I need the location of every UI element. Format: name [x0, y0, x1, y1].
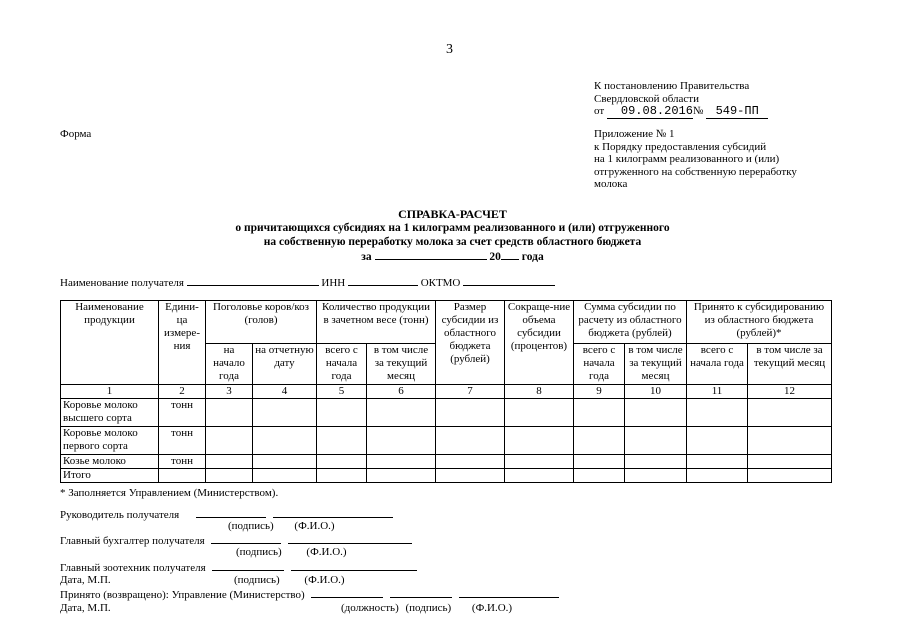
table-cell[interactable]: [748, 469, 832, 483]
period-blank[interactable]: [375, 259, 487, 260]
accepted-signature-field[interactable]: [390, 597, 452, 598]
table-cell[interactable]: [505, 455, 574, 469]
header-unit: Едини-ца измере-ния: [159, 301, 206, 385]
table-cell[interactable]: [687, 455, 748, 469]
table-cell[interactable]: [574, 399, 625, 427]
decree-date-line: [594, 105, 768, 119]
date-mp-2: Дата, М.П.: [60, 602, 111, 614]
year-blank[interactable]: [501, 259, 519, 260]
name-hint: (Ф.И.О.): [306, 546, 347, 558]
table-cell[interactable]: [687, 427, 748, 455]
document-title: СПРАВКА-РАСЧЕТ: [398, 207, 507, 221]
column-number: 5: [317, 385, 367, 399]
accountant-signature-field[interactable]: [211, 543, 281, 544]
header-sum: Сумма субсидии по расчету из областного бюджета (рублей): [574, 301, 687, 344]
table-cell[interactable]: [505, 469, 574, 483]
column-number: 10: [625, 385, 687, 399]
row-product-name: Козье молоко: [61, 455, 159, 469]
row-product-name: Коровье молоко первого сорта: [61, 427, 159, 455]
annex-line-1: Приложение № 1: [594, 128, 675, 140]
document-subtitle-1: о причитающихся субсидиях на 1 килограмм реализованного и (или) отгруженного: [235, 222, 670, 234]
zootech-label: Главный зоотехник получателя: [60, 562, 206, 574]
table-cell[interactable]: [574, 427, 625, 455]
header-quantity: Количество продукции в зачетном весе (тонн): [317, 301, 436, 344]
table-cell[interactable]: [748, 427, 832, 455]
column-number: 7: [436, 385, 505, 399]
header-qty-total: всего с начала года: [317, 344, 367, 385]
table-cell[interactable]: [505, 399, 574, 427]
oktmo-label: ОКТМО: [420, 277, 461, 289]
name-hint: (Ф.И.О.): [294, 520, 335, 532]
column-number: 4: [253, 385, 317, 399]
table-cell[interactable]: [687, 469, 748, 483]
head-label: Руководитель получателя: [60, 509, 180, 521]
header-acc-month: в том числе за текущий месяц: [748, 344, 832, 385]
period-prefix: за: [361, 251, 372, 263]
head-signature: [60, 508, 393, 522]
signature-hint: (подпись): [236, 546, 282, 558]
table-cell[interactable]: [625, 399, 687, 427]
accepted-label: Принято (возвращено): Управление (Министерство): [60, 589, 305, 601]
table-cell[interactable]: [253, 399, 317, 427]
table-cell[interactable]: [206, 455, 253, 469]
table-cell[interactable]: [317, 455, 367, 469]
date-mp-1: Дата, М.П.: [60, 574, 111, 586]
column-number: 11: [687, 385, 748, 399]
form-label: Форма: [60, 128, 92, 140]
name-hint: (Ф.И.О.): [471, 602, 513, 614]
annex-line-3: на 1 килограмм реализованного и (или): [594, 153, 780, 165]
table-cell[interactable]: [367, 469, 436, 483]
footnote: * Заполняется Управлением (Министерством).: [60, 487, 279, 499]
accepted-line: [60, 588, 559, 602]
calculation-table: [60, 300, 832, 483]
row-total-label: Итого: [61, 469, 159, 483]
header-product: Наименование продукции: [61, 301, 159, 385]
from-label: от: [594, 105, 605, 117]
table-cell[interactable]: [574, 469, 625, 483]
decree-date: 09.08.2016: [607, 105, 693, 119]
annex-line-2: к Порядку предоставления субсидий: [594, 140, 767, 153]
table-cell[interactable]: [436, 399, 505, 427]
column-numbers-row: [61, 385, 832, 399]
table-cell[interactable]: [206, 427, 253, 455]
recipient-line: [60, 277, 555, 289]
accountant-name-field[interactable]: [288, 543, 412, 544]
header-sum-month: в том числе за текущий месяц: [625, 344, 687, 385]
inn-field[interactable]: [348, 285, 418, 286]
row-unit: тонн: [159, 399, 206, 427]
period-year: 20: [489, 251, 501, 263]
column-number: 1: [61, 385, 159, 399]
header-rate: Размер субсидии из областного бюджета (рублей): [436, 301, 505, 385]
head-signature-field[interactable]: [196, 517, 266, 518]
header-reduction: Сокраще-ние объема субсидии (процентов): [505, 301, 574, 385]
inn-label: ИНН: [321, 277, 346, 289]
table-cell[interactable]: [253, 469, 317, 483]
header-livestock-date: на отчетную дату: [253, 344, 317, 385]
annex-line-5: молока: [594, 178, 628, 190]
zootech-signature-field[interactable]: [212, 570, 284, 571]
header-acc-total: всего с начала года: [687, 344, 748, 385]
zootech-name-field[interactable]: [291, 570, 417, 571]
decree-reference: [594, 80, 768, 119]
header-accepted: Принято к субсидированию из областного бюджета (рублей)*: [687, 301, 832, 344]
table-cell[interactable]: [625, 469, 687, 483]
annex-line-4: отгруженного на собственную переработку: [594, 165, 797, 178]
row-unit: тонн: [159, 455, 206, 469]
table-cell[interactable]: [748, 399, 832, 427]
table-cell[interactable]: [317, 469, 367, 483]
table-cell[interactable]: [505, 427, 574, 455]
head-hints: [228, 519, 335, 533]
table-cell[interactable]: [367, 399, 436, 427]
column-number: 2: [159, 385, 206, 399]
page-number: 3: [446, 42, 453, 57]
table-row: [61, 455, 832, 469]
table-cell[interactable]: [748, 455, 832, 469]
column-number: 6: [367, 385, 436, 399]
zootech-hints: [234, 573, 345, 587]
table-cell[interactable]: [317, 427, 367, 455]
table-cell[interactable]: [206, 399, 253, 427]
table-row-total: [61, 469, 832, 483]
accepted-name-field[interactable]: [459, 597, 559, 598]
recipient-name-label: Наименование получателя: [60, 277, 184, 289]
table-cell[interactable]: [367, 427, 436, 455]
accepted-hints: [341, 601, 512, 615]
header-qty-month: в том числе за текущий месяц: [367, 344, 436, 385]
header-sum-total: всего с начала года: [574, 344, 625, 385]
document-subtitle-2: на собственную переработку молока за счет средств областного бюджета: [263, 236, 642, 248]
header-livestock: Поголовье коров/коз (голов): [206, 301, 317, 344]
column-number: 9: [574, 385, 625, 399]
table-row: [61, 399, 832, 427]
decree-number: 549-ПП: [706, 105, 768, 119]
header-livestock-start: на начало года: [206, 344, 253, 385]
accountant-hints: [236, 545, 347, 559]
column-number: 3: [206, 385, 253, 399]
table-cell[interactable]: [206, 469, 253, 483]
signature-hint: (подпись): [228, 520, 274, 532]
table-cell[interactable]: [574, 455, 625, 469]
table-cell[interactable]: [436, 427, 505, 455]
table-cell[interactable]: [625, 455, 687, 469]
row-product-name: Коровье молоко высшего сорта: [61, 399, 159, 427]
table-row: [61, 427, 832, 455]
column-number: 12: [748, 385, 832, 399]
table-cell[interactable]: [253, 455, 317, 469]
table-cell[interactable]: [317, 399, 367, 427]
accountant-label: Главный бухгалтер получателя: [60, 535, 205, 547]
number-label: №: [692, 105, 704, 117]
table-cell[interactable]: [253, 427, 317, 455]
accepted-position-field[interactable]: [311, 597, 383, 598]
column-number: 8: [505, 385, 574, 399]
name-hint: (Ф.И.О.): [304, 574, 345, 586]
table-cell[interactable]: [436, 455, 505, 469]
table-cell[interactable]: [367, 455, 436, 469]
period-line: [0, 251, 905, 263]
head-name-field[interactable]: [273, 517, 393, 518]
signature-hint: (подпись): [405, 602, 452, 614]
position-hint: (должность): [341, 602, 399, 614]
oktmo-field[interactable]: [463, 285, 555, 286]
period-suffix: года: [521, 251, 544, 263]
decree-line-1: К постановлению Правительства: [594, 80, 750, 92]
annex-block: [594, 128, 797, 191]
decree-line-2: Свердловской области: [594, 92, 699, 105]
table-cell[interactable]: [436, 469, 505, 483]
row-unit: [159, 469, 206, 483]
signature-hint: (подпись): [234, 574, 280, 586]
table-cell[interactable]: [687, 399, 748, 427]
table-cell[interactable]: [625, 427, 687, 455]
recipient-name-field[interactable]: [187, 285, 319, 286]
row-unit: тонн: [159, 427, 206, 455]
